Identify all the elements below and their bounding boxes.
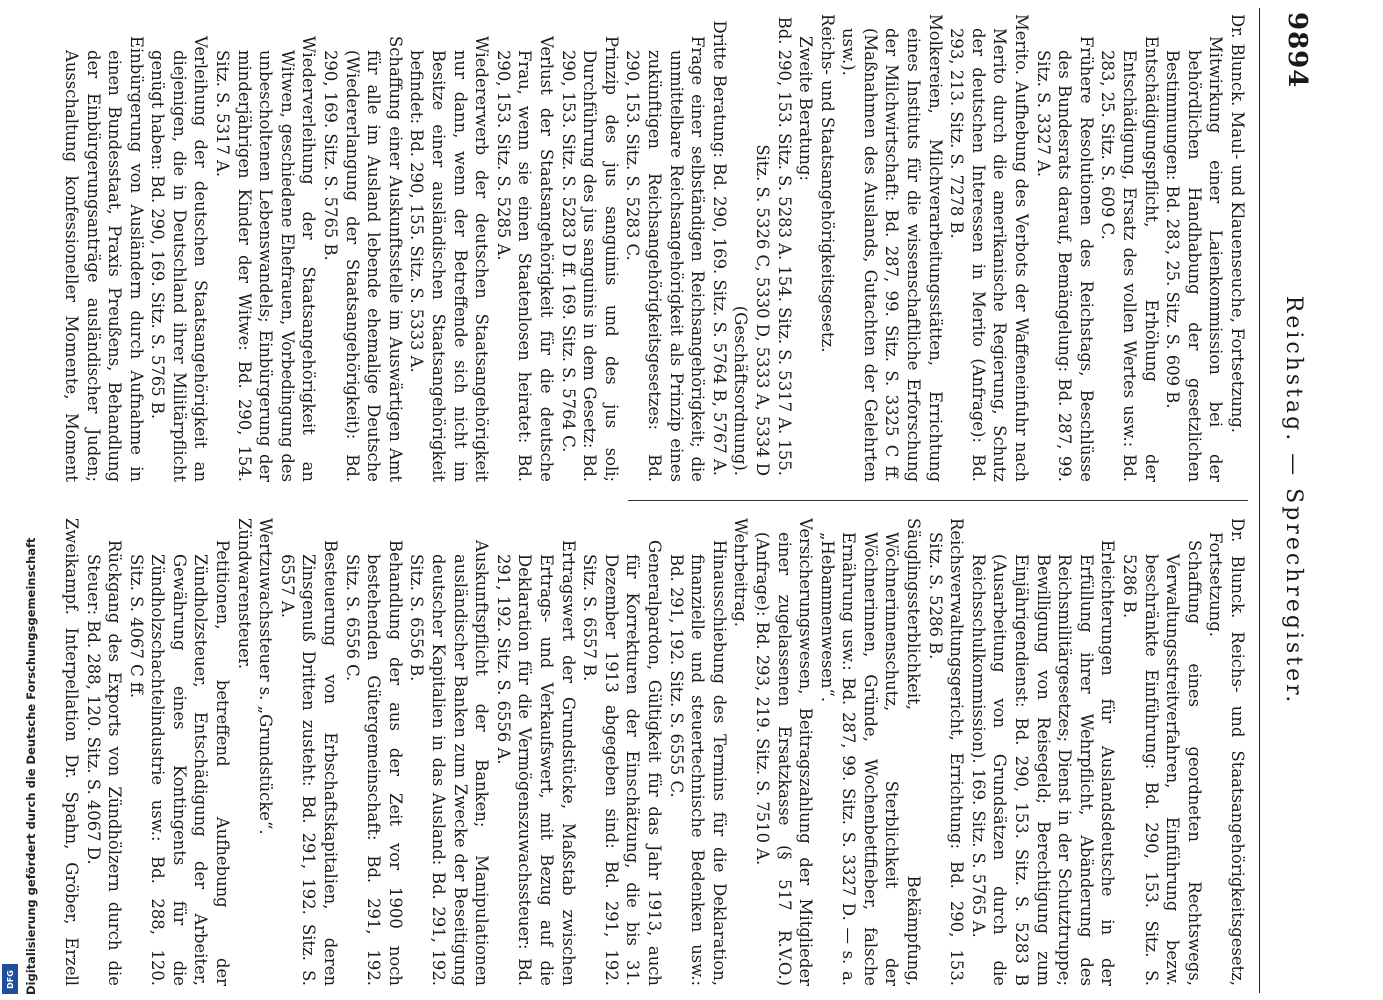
index-entry: Wertzuwachssteuer s. „Grundstücke“. [256,518,276,835]
index-entry: Wehrbeitrag. [731,518,751,627]
index-entry: Versicherungswesen, Beitragszahlung der Mitglieder einer zugelassenen Ersatzkasse (§ 517 R.V.O.) (Anfrage): Bd. 293, 219. Sitz. S. 7510 A. [752,518,816,986]
index-entry: Merito. Aufhebung des Verbots der Waffeneinfuhr nach Merito durch die amerikanische Regierung, Schutz der deutschen Interessen in Merito (Anfrage): Bd. 293, 213. Sitz. S. 7278 B. [947,14,1032,482]
index-entry: Petitionen, betreffend Aufhebung der Zündholzsteuer, Entschädigung der Arbeiter, Gewährung eines Kontingents für die Zündholzschachtelindustrie usw.: Bd. 288, 120. Sitz. S. 4067 C ff. [126,540,233,986]
index-entry: Hinausschiebung des Termins für die Deklaration, finanzielle und steuertechnische Bedenken usw.: Bd. 291, 192. Sitz. S. 6555 C. [666,540,729,986]
index-entry: Schaffung eines geordneten Rechtswegs, Verwaltungsstreitverfahren, Einführung bezw. beschränkte Einführung: Bd. 290, 153. Sitz. S. 5286 B. [1120,540,1204,986]
index-entry: Entschädigungspflicht, Erhöhung der Entschädigung, Ersatz des vollen Wertes usw.: Bd. 283, 25. Sitz. S. 609 C. [1098,36,1161,482]
index-entry: Verlust der Staatsangehörigkeit für die deutsche Frau, wenn sie einen Staatenlosen heiratet: Bd. 290, 153. Sitz. S. 5285 A. [493,36,556,482]
index-entry: Erleichterungen für Auslandsdeutsche in der Erfüllung ihrer Wehrpflicht, Abänderung des Reichsmilitärgesetzes; Dienst in der Schutztruppe; Bewilligung von Reisegeld; Berechtigung zum Einjährigendienst: Bd. 290, 153. Sitz. S. 5283 B (Ausarbeitung von Grundsätzen durch die Reichsschulkommission). 169. Sitz. S. 5765 A. [968,540,1118,986]
index-entry: Ertragswert der Grundstücke, Maßstab zwischen Ertrags- und Verkaufswert, mit Bezug auf die Deklaration für die Vermögenszuwachssteuer: Bd. 291, 192. Sitz. S. 6556 A. [493,540,578,986]
index-entry: Rückgang des Exports von Zündhölzern durch die Steuer: Bd. 288, 120. Sitz. S. 4067 D. [83,540,125,986]
index-entry: Dritte Beratung: Bd. 290, 169. Sitz. S. 5764 B, 5767 A. [709,20,729,476]
index-entry: Zündwarensteuer. [234,518,254,670]
index-entry: Dr. Blunck. Reichs- und Staatsangehörigkeitsgesetz, Fortsetzung. [1206,518,1247,986]
index-entry: Wiederverleihung der Staatsangehörigkeit an Witwen, geschiedene Ehefrauen, Vorbedingung des unbescholtenen Lebenswandels; Einbürgerung der minderjährigen Kinder der Witwe: Bd. 290, 154. Sitz. S. 5317 A. [213,36,319,482]
index-entry: Schaffung einer Auskunftsstelle im Auswärtigen Amt für alle im Ausland lebende ehemalige Deutsche (Wiedererlangung der Staatsangehörigkeit): Bd. 290, 169. Sitz. S. 5765 B. [321,36,405,482]
index-entry: Frage einer selbständigen Reichsangehörigkeit; die unmittelbare Reichsangehörigkeit als Prinzip eines zukünftigen Reichsangehörigkeitsgesetzes: Bd. 290, 153. Sitz. S. 5283 C. [623,36,708,482]
index-entry: Verleihung der deutschen Staatsangehörigkeit an diejenigen, die in Deutschland ihrer Militärpflicht genügt haben: Bd. 290, 169. Sitz. S. 5765 B. [148,36,211,482]
index-entry: Generalpardon, Gültigkeit für das Jahr 1913, auch für Korrekturen der Einschätzung, die bis 31. Dezember 1913 abgegeben sind: Bd. 291, 192. Sitz. S. 6557 B. [580,540,664,986]
index-entry: Säuglingssterblichkeit, Bekämpfung, Wöchnerinnenschutz, Sterblichkeit der Wöchnerinnen, Gründe, Wochenbettfieber, falsche Ernährung usw.: Bd. 287, 99. Sitz. S. 3327 D. — s. a. „Hebammenwesen“. [817,518,924,986]
index-entry: Bd. 290, 153. Sitz. S. 5283 A. 154. Sitz. S. 5317 A. 155. Sitz. S. 5326 C, 5330 D, 5333 A, 5334 D (Geschäftsordnung). [731,16,794,476]
page-number: 9894 [1282,12,1312,89]
column-divider [628,500,1248,501]
index-entry: Behandlung der aus der Zeit vor 1900 noch bestehenden Gütergemeinschaft: Bd. 291, 192. Sitz. S. 6556 C. [342,540,405,986]
dfg-logo-text: DFG [5,969,15,989]
index-entry: Einbürgerung von Ausländern durch Aufnahme in einen Bundesstaat, Praxis Preußens, Behandlung der Einbürgerungsanträge ausländischer Juden; Ausschaltung konfessioneller Momente, Moment [61,36,146,482]
left-column [60,14,1248,482]
index-entry: Prinzip des jus sanguinis und des jus soli; Durchführung des jus sanguinis in dem Gesetz: Bd. 290, 153. Sitz. S. 5283 D ff. 169. Sitz. S. 5764 C. [558,36,621,482]
index-entry: Dr. Blunck. Maul- und Klauenseuche, Fortsetzung. [1228,14,1247,433]
index-entry: Reichs- und Staatsangehörigkeitsgesetz. [817,14,837,353]
index-entry: Wiedererwerb der deutschen Staatsangehörigkeit nur dann, wenn der Betreffende sich nicht im Besitze einer ausländischen Staatsangehörigkeit befindet: Bd. 290, 155. Sitz. S. 5333 A. [407,36,492,482]
right-column [60,518,1248,986]
dfg-logo-icon [2,964,18,994]
index-entry: Besteuerung von Erbschaftskapitalien, deren Zinsgenuß Dritten zusteht: Bd. 291, 192. Sitz. S. 6557 A. [277,540,341,986]
index-entry: Reichsverwaltungsgericht, Errichtung: Bd. 290, 153. Sitz. S. 5286 B. [925,518,967,986]
page-header [1259,8,1320,993]
index-entry: Auskunftspflicht der Banken; Manipulationen ausländischer Banken zum Zwecke der Beseitigung deutscher Kapitalien in das Ausland: Bd. 291, 192. Sitz. S. 6556 B. [407,540,492,986]
index-entry: Zweite Beratung: [796,36,816,181]
index-entry: Frühere Resolutionen des Reichstags, Beschlüsse des Bundesrats darauf, Bemängelung: Bd. 287, 99. Sitz. S. 3327 A. [1033,36,1096,482]
index-entry: Zweikampf. Interpellation Dr. Spahn, Gröber, Erzell [61,518,81,986]
index-entry: Molkereien, Milchverarbeitungsstätten, Errichtung eines Instituts für die wissenschaftliche Erforschung der Milchwirtschaft: Bd. 287, 99. Sitz. S. 3325 C ff. (Maßnahmen des Auslands, Gutachten der Gelehrten usw.). [839,14,945,482]
running-title: Reichstag. — Sprechregister. [1281,295,1306,706]
digitization-credit [6,537,38,995]
rotated-page [60,8,1320,993]
credit-text: Digitalisierung gefördert durch die Deutsche Forschungsgemeinschaft [24,537,38,995]
index-entry: Mitwirkung einer Laienkommission bei der behördlichen Handhabung der gesetzlichen Bestimmungen: Bd. 283, 25. Sitz. S. 609 B. [1163,36,1226,482]
